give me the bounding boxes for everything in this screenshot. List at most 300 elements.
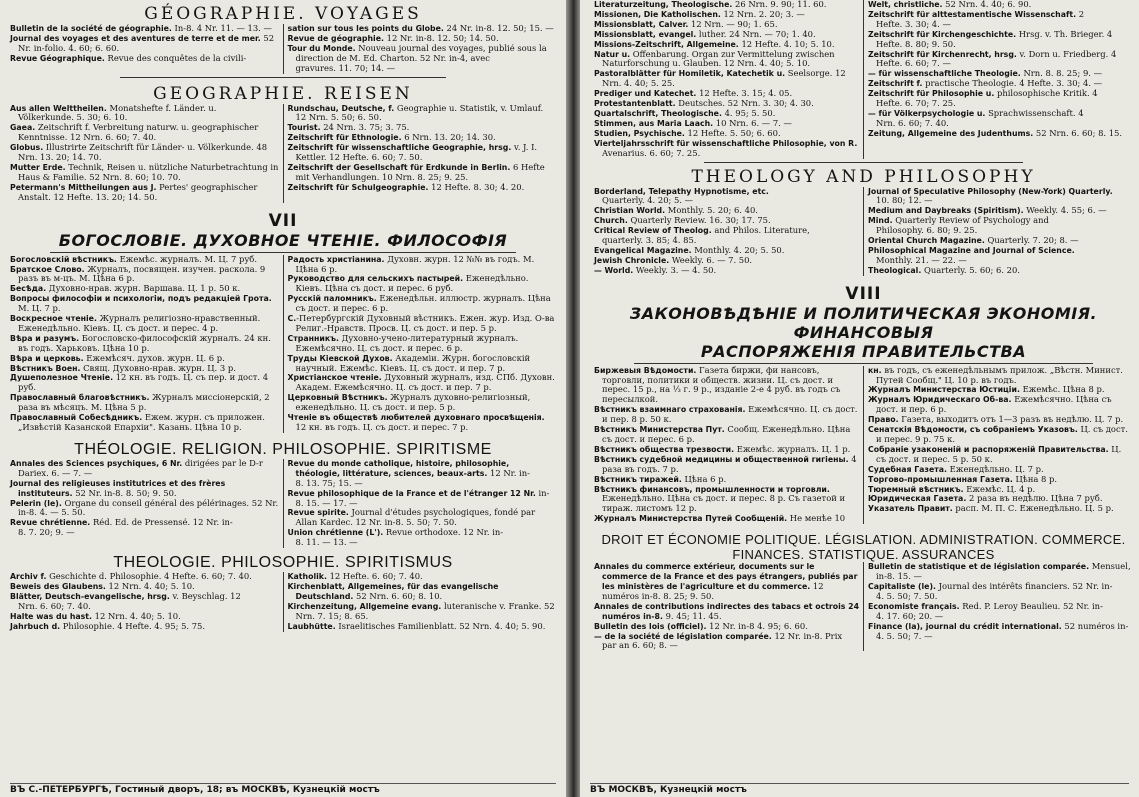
listing-title: Christian World. (594, 206, 666, 216)
listing-title: Радость христiанина. (287, 254, 385, 264)
listing-title: Братское Слово. (10, 264, 85, 274)
listing-price: 3. 75; 3. 75. (355, 122, 410, 133)
listing-entry: Биржевыя Вѣдомости. Газета биржи, фи нансовъ, торговли, политики и обществ. жизни. Ц. съ дост. и перес. 15 р., на ⅓ г. 9 р., изданiе 2-е 4 руб. въ годъ съ пересылкой. (594, 364, 841, 405)
listing-title: Stimmen, aus Maria Laach. (594, 118, 714, 128)
viii-col1 (594, 366, 859, 525)
geo-voyages-columns (10, 24, 556, 74)
listing-entry: Oriental Church Magazine. Quarterly. 7. 20; 8. — (868, 235, 1079, 246)
listing-title: Aus allen Welttheilen. (10, 103, 107, 113)
listing-entry: Studien, Psychische. 12 Hefte. 5. 50; 6. 60. (594, 127, 781, 138)
theology-en-col2 (863, 187, 1133, 276)
listing-entry: Руководство для сельскихъ пастырей. Еженедѣльно. Кiевъ. Цѣна съ дост. и перес. 6 руб. (287, 273, 529, 294)
geo-voyages-col2 (283, 24, 557, 74)
listing-price: 17. 60; 20. — (884, 610, 944, 621)
listing-price: 12. 50; 15. — (494, 23, 554, 33)
listing-entry: Halte was du hast. 12 Nrn. 4. 40; 5. 10. (10, 610, 181, 621)
listing-title: Zeitschrift für Philosophie u. (868, 89, 995, 99)
listing-entry: Журналъ Министерства Юстицiи. Ежемѣс. Цѣна 8 р. (868, 384, 1105, 395)
listing-title: Missionsblatt, Calver. (594, 19, 689, 29)
listing-entry: Vierteljahrsschrift für wissenschaftliche Philosophie, von R. Avenarius. 6. 60; 7. 25. (594, 138, 858, 158)
viii-col2 (863, 366, 1133, 525)
listing-price: 6. 60; 7. 50. (368, 152, 423, 163)
listing-title: Указатель Правит. (868, 504, 953, 514)
listing-price: 5. 30; 6. 10. (73, 112, 128, 123)
listing-entry: С.-Петербургскiй Духовный вѣстникъ. Ежен. жур. Изд. О-ва Религ.-Нравств. Просв. Ц. съ дост. и пер. 5 р. (287, 313, 555, 333)
listing-title: Revue philosophique de la France et de l'étranger 12 Nr. (287, 488, 536, 498)
listing-entry: Annales des Sciences psychiques, 6 Nr. dirigées par le D-r Dariex. 6. — 7. — (10, 457, 263, 478)
listing-entry: Вѣстникъ финансовъ, промышленности и торговли. Еженедѣльно. Цѣна съ дост. и перес. 8 р. Съ газетой и тираж. листомъ 12 р. (594, 484, 846, 514)
listing-price: 4. 40; 6. 90. (977, 0, 1032, 9)
listing-title: Beweis des Glaubens. (10, 581, 106, 591)
geo-reisen-col2 (283, 104, 557, 203)
droit-col1 (594, 562, 859, 651)
listing-entry: Tour du Monde. Nouveau journal des voyages, publié sous la direction de M. Ed. Charton. 52 Nr. in-4, avec gravures. 11. 70; 14. — (287, 42, 547, 73)
listing-entry: Journal des voyages et des aventures de terre et de mer. 52 Nr. in-folio. 4. 60; 6. 60. (10, 32, 275, 53)
listing-entry: Вѣстникъ Воен. Свящ. Духовно-нрав. журн. Ц. 3 р. (10, 362, 236, 373)
listing-price: 16. 30; 17. 75. (706, 215, 771, 226)
listing-title: Mutter Erde. (10, 162, 66, 172)
listing-entry: Evangelical Magazine. Monthly. 4. 20; 5. 50. (594, 244, 785, 255)
listing-price: 6. 60; 7. 40. (895, 117, 949, 128)
listing-title: Journal des voyages et des aventures de terre et de mer. (10, 33, 261, 43)
listing-entry: Журналъ Министерства Путей Сообщенiй. Не менѣе 10 (594, 513, 846, 524)
listing-entry: Revue de géographie. 12 Nr. in-8. 12. 50; 14. 50. (287, 32, 499, 43)
listing-entry: Воскресное чтенiе. Журналъ религiозно-нравственный. Еженедѣльно. Кiевъ. Ц. съ дост. и перес. 4 р. (10, 313, 261, 333)
listing-entry: Православный благовѣстникъ. Журналъ миссiонерскiй, 2 раза въ мѣсяцъ. М. Цѣна 5 р. (10, 392, 270, 413)
listing-entry: Beweis des Glaubens. 12 Nrn. 4. 40; 5. 10. (10, 580, 195, 591)
listing-entry: кн. въ годъ, съ еженедѣльнымъ прилож. „Вѣстн. Минист. Путей Сообщ." Ц. 10 р. въ годъ. (868, 364, 1123, 385)
listing-entry: Zeitschrift f. practische Theologie. 4 Hefte. 3. 30; 4. — (868, 78, 1103, 89)
listing-price: 95; 6. 60. (765, 620, 808, 631)
listing-entry (868, 187, 1133, 207)
listing-title: Сенатскiя Вѣдомости, съ собранiемъ Указовъ. (868, 425, 1078, 435)
listing-title: Судебная Газета. (868, 464, 947, 474)
listing-title: Zeitschrift für wissenschaftliche Geographie, hrsg. (287, 143, 512, 153)
listing-entry: — für Völkerpsychologie u. Sprachwissenschaft. 4 Nrn. 6. 60; 7. 40. (868, 107, 1084, 128)
listing-price: 4. 40; 5. 10. (141, 580, 195, 591)
listing-title: Христiанское чтенiе. (287, 373, 382, 383)
geo-reisen-col1 (10, 104, 279, 203)
listing-price: 4. 10; 5. 10. (781, 38, 835, 49)
listing-entry: Pelerin (le). Organe du conseil général des pélérinages. 52 Nr. in-8. 4. — 5. 50. (10, 497, 279, 518)
divider (704, 162, 1023, 163)
listing-entry: Богословскiй вѣстникъ. Ежемѣс. журналъ. М. Ц. 7 руб. (10, 253, 257, 264)
page-footer-right: ВЪ МОСКВѢ, Кузнецкiй мостъ (590, 783, 1129, 795)
viii-columns (594, 366, 1133, 525)
right-top-col1 (594, 0, 859, 159)
section-heading-theologie-fr: THÉOLOGIE. RELIGION. PHILOSOPHIE. SPIRITISME (74, 440, 492, 458)
listing-title: Bulletin de statistique et de législation comparée. (868, 562, 1090, 572)
section-title-vii: БОГОСЛОВIЕ. ДУХОВНОЕ ЧТЕНIЕ. ФИЛОСОФIЯ (58, 230, 508, 250)
listing-title: Borderland, Telepathy Hypnotisme, etc. (594, 186, 769, 196)
listing-entry: Юридическая Газета. 2 раза въ недѣлю. Цѣна 7 руб. (868, 493, 1103, 504)
listing-entry: Missionsblatt, Calver. 12 Nrn. — 90; 1. 65. (594, 18, 778, 29)
listing-title: Journal des religieuses institutrices et des frères instituteurs. (10, 478, 226, 498)
listing-title: Вѣстникъ Министерства Пут. (594, 425, 725, 435)
page-footer-left: ВЪ С.-ПЕТЕРБУРГѢ, Гостиный дворъ, 18; въ МОСКВѢ, Кузнецкiй мостъ (10, 783, 556, 795)
listing-title: Zeitschrift f. (868, 79, 923, 89)
listing-title: Право. (868, 415, 899, 425)
listing-title: Oriental Church Magazine. (868, 236, 985, 246)
theologie-de-col1 (10, 572, 279, 631)
listing-price: 3. 85; 4. 85. (643, 235, 697, 246)
listing-title: Торгово-промышленная Газета. (868, 474, 1013, 484)
listing-price: 3. 15; 4. 05. (738, 88, 793, 99)
listing-entry: Aus allen Welttheilen. Monatshefte f. Länder. u. Völkerkunde. 5. 30; 6. 10. (10, 102, 217, 123)
listing-entry: Jahrbuch d. Philosophie. 4 Hefte. 4. 95; 5. 75. (10, 620, 206, 631)
listing-price: 5. 50; 6. 50. (328, 112, 382, 123)
listing-title: Revue Géographique. (10, 53, 105, 63)
right-page (580, 0, 1139, 797)
listing-price: 13. 20; 14. 30. (431, 132, 496, 143)
listing-title: Finance (la), journal du crédit international. (868, 621, 1062, 631)
listing-entry: Бесѣда. Духовно-нрав. журн. Варшава. Ц. 1 р. 50 к. (10, 283, 241, 294)
listing-price: 4. 20; 5. — (644, 195, 694, 206)
listing-price: 4. 95; 5. 75. (151, 620, 206, 631)
listing-price: 6. 60; 7. 40. (102, 132, 157, 143)
listing-price: 6. 80; 9. 25. (923, 225, 978, 236)
listing-price: 8. 50; 9. 50. (123, 487, 177, 498)
listing-title: Zeitschrift für Schulgeographie. (287, 182, 429, 192)
listing-title: Tour du Monde. (287, 43, 356, 53)
listing-entry: Bulletin des lois (officiel). 12 Nr. in-8 4. 95; 6. 60. (594, 620, 808, 631)
section-heading-geo-voyages: GÉOGRAPHIE. VOYAGES (144, 4, 422, 24)
listing-entry: Zeitschrift für Kirchengeschichte. Hrsg. v. Th. Brieger. 4 Hefte. 8. 80; 9. 50. (868, 28, 1113, 49)
listing-title: Вѣстникъ Воен. (10, 363, 81, 373)
listing-title: Вѣстникъ финансовъ, промышленности и торговли. (594, 484, 830, 494)
listing-entry: Union chrétienne (L'). Revue orthodoxe. 12 Nr. in-8. 11. — 13. — (287, 527, 504, 548)
listing-price: 4. 20; 5. 50. (731, 244, 785, 255)
listing-title: Журналъ Министерства Путей Сообщенiй. (594, 514, 788, 524)
listing-price: 3. 30; 4. — (902, 18, 951, 29)
listing-price: 2. 20; 3. — (756, 8, 805, 19)
listing-price: 5. 50; 7. 50. (884, 590, 938, 601)
listing-title: Православный Собесѣдникъ. (10, 413, 143, 423)
listing-entry: Revue du monde catholique, histoire, philosophie, théologie, littérature, sciences, beaux-arts. 12 Nr. in-8. 13. 75; 15. — (287, 458, 530, 488)
listing-title: Вѣстникъ взаимнаго страхованiя. (594, 405, 746, 415)
listing-entry: Laubhütte. Israelitisches Familienblatt. 52 Nrn. 4. 40; 5. 90. (287, 620, 546, 631)
listing-price: 5. 60; 6. 20. (966, 264, 1020, 275)
listing-entry: Zeitschrift für Kirchenrecht, hrsg. v. Dorn u. Friedberg. 4 Hefte. 6. 60; 7. — (868, 48, 1117, 69)
listing-title: Вѣстникъ общества трезвости. (594, 444, 735, 454)
listing-title: Mind. (868, 216, 893, 226)
listing-price: 13. 20; 14. 50. (93, 191, 158, 202)
listing-title: Evangelical Magazine. (594, 245, 692, 255)
listing-entry: Тюремный вѣстникъ. Ежемѣс. Ц. 4 р. (868, 483, 1036, 494)
geo-reisen-columns (10, 104, 556, 203)
listing-title: sation sur tous les points du Globe. (287, 24, 444, 33)
listing-price: 8. 30; 4. 20. (470, 181, 525, 192)
listing-title: Annales de contributions indirectes des tabacs et octrois 24 numéros in-8. (594, 601, 860, 621)
listing-entry: Critical Review of Theolog. and Philos. Literature, quarterly. 3. 85; 4. 85. (594, 225, 810, 246)
listing-price: 4. — 5. 50. (36, 507, 86, 518)
listing-title: Halte was du hast. (10, 611, 92, 621)
theologie-de-col2 (283, 572, 557, 631)
listing-entry: Вѣстникъ Министерства Пут. Сообщ. Еженедѣльно. Цѣна съ дост. и перес. 6 р. (594, 424, 851, 444)
listing-title: Missionsblatt, evangel. (594, 29, 697, 39)
listing-entry: Theological. Quarterly. 5. 60; 6. 20. (868, 264, 1020, 275)
vii-col2 (283, 255, 557, 433)
listing-entry: Радость христiанина. Духовн. журн. 12 №№ въ годъ. М. Цѣна 6 р. (287, 253, 535, 274)
geo-voyages-col1 (10, 24, 279, 74)
listing-title: Bulletin des lois (officiel). (594, 621, 707, 631)
vii-col1 (10, 255, 279, 433)
listing-title: Вѣра и разумъ. (10, 333, 80, 343)
theology-en-col1 (594, 187, 859, 276)
listing-entry: Capitaliste (le). Journal des intérêts financiers. 52 Nr. in-4. 5. 50; 7. 50. (868, 580, 1113, 601)
divider (634, 363, 1093, 364)
listing-price: 4. 40; 5. 10. (756, 58, 811, 69)
listing-entry: Petermann's Mittheilungen aus J. Pertes' geographischer Anstalt. 12 Hefte. 13. 20; 14. 50. (10, 181, 258, 202)
listing-price: 6. — 7. — (48, 467, 93, 478)
listing-title: Gaea. (10, 123, 36, 133)
listing-price: 21. — 22. — (912, 254, 967, 265)
listing-title: Missions-Zeitschrift, Allgemeine. (594, 39, 739, 49)
listing-title: Annales des Sciences psychiques, 6 Nr. (10, 458, 183, 468)
listing-title: Annales du commerce extérieur, documents sur le commerce de la France et des pays étrangers, publiés par les ministères de l'agriculture et du commerce. (594, 562, 858, 591)
right-top-columns (594, 0, 1133, 159)
listing-price: 4. 55; 6. — (1058, 205, 1107, 216)
listing-title: Pastoralblätter für Homiletik, Katechetik u. (594, 69, 786, 79)
listing-entry: Zeitschrift für Ethnologie. 6 Nrn. 13. 20; 14. 30. (287, 132, 496, 143)
listing-entry: Rundschau, Deutsche, f. Geographie u. Statistik, v. Umlauf. 12 Nrn. 5. 50; 6. 50. (287, 102, 544, 123)
listing-title: Jewish Chronicle. (594, 255, 670, 265)
listing-title: Medium and Daybreaks (Spiritism). (868, 206, 1024, 216)
listing-title: кн. (868, 365, 882, 375)
listing-price: 6. — 7. — (748, 117, 792, 128)
listing-entry: Jewish Chronicle. Weekly. 6. — 7. 50. (594, 254, 753, 265)
listing-price: 4. 95; 5. 50. (721, 107, 776, 118)
listing-entry: Торгово-промышленная Газета. Цѣна 8 р. (868, 473, 1058, 484)
listing-entry: Philosophical Magazine and Journal of Science. Monthly. 21. — 22. — (868, 245, 1075, 265)
section-numeral-vii: VII (268, 210, 298, 231)
divider (50, 252, 516, 253)
listing-price: 10. 80; 12. — (876, 195, 933, 206)
listing-price: 7. 15; 8. 65. (314, 610, 369, 621)
listing-title: Journal of Speculative Philosophy (New-York) Quarterly. (868, 186, 1113, 196)
listing-entry: — World. Weekly. 3. — 4. 50. (594, 264, 717, 275)
listing-entry: Странникъ. Духовно-учено-литературный журналъ. Ежемѣсячно. Ц. съ дост. и перес. 6 р. (287, 332, 519, 353)
listing-title: Юридическая Газета. (868, 494, 967, 504)
listing-title: С. (287, 314, 297, 324)
listing-price: 5. 50; 7. — (884, 630, 933, 641)
listing-price: 8. 80; 9. 50. (902, 38, 956, 49)
listing-title: Welt, christliche. (868, 0, 943, 9)
listing-price: 3. 30; 4. 30. (760, 98, 814, 109)
listing-entry: Zeitschrift für wissenschaftliche Geographie, hrsg. v. J. I. Kettler. 12 Hefte. 6. 60; 7. 50. (287, 142, 538, 163)
listing-price: 6. 60; 7. 40. (37, 600, 91, 611)
listing-entry: — de la société de législation comparée. 12 Nr. in-8. Prix par an 6. 60; 8. — (594, 630, 843, 651)
listing-title: Revue spirite. (287, 508, 349, 518)
listing-entry: Missions-Zeitschrift, Allgemeine. 12 Hefte. 4. 10; 5. 10. (594, 38, 835, 49)
section-heading-theologie-de: THEOLOGIE. PHILOSOPHIE. SPIRITISMUS (113, 554, 453, 572)
droit-col2 (863, 562, 1133, 651)
listing-entry: Revue chrétienne. Réd. Ed. de Pressensé. 12 Nr. in-8. 7. 20; 9. — (10, 517, 233, 538)
listing-title: Vierteljahrsschrift für wissenschaftliche Philosophie, von R. (594, 138, 858, 148)
listing-entry: Zeitung, Allgemeine des Judenthums. 52 Nrn. 6. 60; 8. 15. (868, 127, 1123, 138)
listing-entry: Annales du commerce extérieur, documents sur le commerce de la France et des pays étrangers, publiés par les ministères de l'agriculture et du commerce. 12 numéros in-8. 8. 25; 9. 50. (594, 562, 858, 601)
listing-entry: Missionsblatt, evangel. luther. 24 Nrn. — 70; 1. 40. (594, 28, 816, 39)
listing-title: Archiv f. (10, 572, 47, 582)
listing-title: Zeitschrift für Ethnologie. (287, 133, 402, 143)
listing-entry: Вѣра и церковь. Ежемѣсяч. духов. журн. Ц. 6 р. (10, 352, 225, 363)
listing-entry: Вопросы философiи и психологiи, подъ редакцiей Грота. М. Ц. 7 р. (10, 294, 272, 314)
listing-price: 6. 70; 7. 25. (902, 98, 956, 109)
listing-entry: Вѣстникъ тиражей. Цѣна 6 р. (594, 473, 727, 484)
listing-entry: Вѣстникъ взаимнаго страхованiя. Ежемѣсячно. Ц. съ дост. и пер. 8 р. 50 к. (594, 404, 858, 425)
listing-title: — für Völkerpsychologie u. (868, 108, 986, 118)
listing-entry: Revue Géographique. Revue des conquêtes de la civili- (10, 52, 247, 63)
listing-entry: Revue philosophique de la France et de l'étranger 12 Nr. in-8. 15. — 17. — (287, 487, 550, 508)
listing-entry: Blätter, Deutsch-evangelische, hrsg. v. Beyschlag. 12 Nrn. 6. 60; 7. 40. (10, 590, 241, 611)
listing-title: Душеполезное Чтенiе. (10, 373, 114, 383)
listing-title: Jahrbuch d. (10, 621, 61, 631)
listing-entry: Pastoralblätter für Homiletik, Katechetik u. Seelsorge. 12 Nrn. 4. 40; 5. 25. (594, 68, 846, 89)
listing-title: Literaturzeitung, Theologische. (594, 0, 733, 9)
listing-title: Журналъ Министерства Юстицiи. (868, 385, 1020, 395)
listing-price: 13. 20; 14. 70. (37, 152, 102, 163)
vii-columns (10, 255, 556, 433)
theologie-fr-col1 (10, 459, 279, 548)
listing-entry: Katholik. 12 Hefte. 6. 60; 7. 40. (287, 571, 423, 582)
listing-title: Труды Кiевской Духов. (287, 353, 393, 363)
listing-entry: Borderland, Telepathy Hypnotisme, etc. Quarterly. 4. 20; 5. — (594, 186, 769, 206)
listing-title: Kirchenzeitung, Allgemeine evang. (287, 601, 442, 611)
listing-title: Вопросы философiи и психологiи, подъ редакцiей Грота. (10, 294, 272, 304)
listing-entry: Finance (la), journal du crédit international. 52 numéros in-4. 5. 50; 7. — (868, 620, 1129, 641)
listing-title: Zeitschrift für Kirchenrecht, hrsg. (868, 49, 1017, 59)
listing-price: 8. 25; 9. 25. (414, 171, 469, 182)
listing-entry (594, 602, 859, 622)
listing-entry: Zeitschrift für alttestamentische Wissenschaft. 2 Hefte. 3. 30; 4. — (868, 8, 1085, 29)
listing-entry: Указатель Правит. расп. М. П. С. Еженедѣльно. Ц. 5 р. (868, 503, 1114, 514)
listing-price: — 70; 1. 40. (761, 28, 816, 39)
listing-entry: Душеполезное Чтенiе. 12 кн. въ годъ. Ц. съ пер. и дост. 4 руб. (10, 372, 269, 393)
listing-entry: sation sur tous les points du Globe. 24 Nr. in-8. 12. 50; 15. — (287, 23, 554, 33)
listing-price: 4. 60; 6. 60. (65, 42, 120, 53)
listing-price: 12. 50; 14. 50. (434, 32, 499, 43)
section-heading-geo-reisen: GEOGRAPHIE. REISEN (153, 83, 413, 104)
listing-price: 6. — 7. 50. (703, 254, 753, 265)
listing-entry: Globus. Illustrirte Zeitschrift für Länder- u. Völkerkunde. 48 Nrn. 13. 20; 14. 70. (10, 142, 268, 163)
listing-title: Protestantenblatt. (594, 99, 676, 109)
listing-entry: Missionen, Die Katholischen. 12 Nrn. 2. 20; 3. — (594, 8, 805, 19)
listing-entry: Literaturzeitung, Theologische. 26 Nrn. 9. 90; 11. 60. (594, 0, 827, 9)
listing-entry: Право. Газета, выходитъ отъ 1—3 разъ въ недѣлю. Ц. 7 р. (868, 414, 1124, 425)
listing-title: Журналъ Юридическаго Об-ва. (868, 395, 1012, 405)
listing-entry: Prediger und Katechet. 12 Hefte. 3. 15; 4. 05. (594, 88, 793, 99)
listing-price: 8. 60; 10. 70. (121, 171, 181, 182)
listing-title: — de la société de législation comparée. (594, 631, 772, 641)
listing-entry: Mind. Quarterly Review of Psychology and Philosophy. 6. 80; 9. 25. (868, 215, 1049, 236)
book-gutter (566, 0, 580, 797)
listing-title: Laubhütte. (287, 621, 336, 631)
listing-title: Critical Review of Theolog. (594, 226, 712, 236)
listing-title: Воскресное чтенiе. (10, 314, 97, 324)
listing-title: — für wissenschaftliche Theologie. (868, 69, 1021, 79)
listing-entry: Православный Собесѣдникъ. Ежем. журн. съ приложен. „Извѣстiй Казанской Епархiи". Казань. Цѣна 10 р. (10, 412, 265, 432)
listing-title: Union chrétienne (L'). (287, 528, 384, 538)
listing-price: 3. — 4. 50. (667, 264, 717, 275)
listing-entry: Труды Кiевской Духов. Академiи. Журн. богословскiй научный. Ежемѣс. Кiевъ. Ц. съ дост. и пер. 7 р. (287, 352, 531, 373)
listing-title: Русскiй паломникъ. (287, 294, 377, 304)
theologie-fr-columns (10, 459, 556, 548)
listing-price: 13. 75; 15. — (303, 477, 363, 488)
listing-title: Бесѣда. (10, 284, 47, 294)
listing-price: 8. 25; 9. 50. (660, 590, 715, 601)
listing-entry: Stimmen, aus Maria Laach. 10 Nrn. 6. — 7. — (594, 117, 792, 128)
listing-price: 9. 45; 11. 45. (662, 610, 722, 621)
section-heading-droit-line2: FINANCES. STATISTIQUE. ASSURANCES (732, 547, 995, 563)
listing-entry: Русскiй паломникъ. Еженедѣльн. иллюстр. журналъ. Цѣна съ дост. и перес. 6 р. (287, 293, 551, 314)
listing-title: Вѣстникъ тиражей. (594, 474, 682, 484)
listing-price: 11. — 13. — (303, 537, 358, 548)
listing-title: Вѣстникъ судебной медицины и общественной гигiены. (594, 454, 849, 464)
listing-price: 6. 60; 8. — (629, 640, 678, 651)
listing-price: 6. 60; 7. 25. (646, 147, 701, 158)
listing-title: Богословскiй вѣстникъ. (10, 254, 117, 264)
listing-entry: Economiste français. Red. P. Leroy Beaulieu. 52 Nr. in-4. 17. 60; 20. — (868, 600, 1103, 621)
listing-title: Economiste français. (868, 601, 960, 611)
listing-title: Blätter, Deutsch-evangelische, hrsg. (10, 591, 170, 601)
listing-title: Руководство для сельскихъ пастырей. (287, 274, 464, 284)
listing-entry: Христiанское чтенiе. Духовный журналъ, изд. СПб. Духовн. Академ. Ежемѣсячно. Ц. съ дост. и пер. 7 р. (287, 372, 555, 393)
listing-title: Katholik. (287, 572, 327, 582)
listing-title: Чтенiе въ обществѣ любителей духовнаго просвѣщенiя. (287, 413, 545, 423)
listing-title: Pelerin (le). (10, 498, 62, 508)
listing-title: Studien, Psychische. (594, 128, 685, 138)
listing-title: Quartalschrift, Theologische. (594, 108, 722, 118)
listing-title: Церковный Вѣстникъ. (287, 393, 388, 403)
listing-title: Биржевыя Вѣдомости. (594, 365, 697, 375)
left-page (0, 0, 566, 797)
listing-price: 11. 70; 14. — (335, 62, 396, 73)
listing-title: Rundschau, Deutsche, f. (287, 103, 395, 113)
listing-entry: — für wissenschaftliche Theologie. Nrn. 8. 8. 25; 9. — (868, 68, 1102, 79)
listing-title: Тюремный вѣстникъ. (868, 484, 964, 494)
listing-price: 11. — 13. — (217, 23, 272, 33)
theology-en-columns (594, 187, 1133, 276)
listing-title: Zeitung, Allgemeine des Judenthums. (868, 128, 1034, 138)
listing-entry: Gaea. Zeitschrift f. Verbreitung naturw. u. geographischer Kenntnisse. 12 Nrn. 6. 60; 7. 40. (10, 122, 259, 143)
listing-title: Tourist. (287, 123, 321, 133)
listing-title: Zeitschrift für Kirchengeschichte. (868, 29, 1017, 39)
section-heading-theology-en: THEOLOGY AND PHILOSOPHY (691, 166, 1036, 187)
listing-price: 5. 50; 7. 50. (403, 517, 457, 528)
listing-title: Zeitschrift für alttestamentische Wissenschaft. (868, 9, 1077, 19)
listing-price: — 90; 1. 65. (723, 18, 778, 29)
listing-title: Capitaliste (le). (868, 581, 936, 591)
section-title-viii-line1: ЗАКОНОВѢДѢНIЕ И ПОЛИТИЧЕСКАЯ ЭКОНОМIЯ. ФИНАНСОВЫЯ (629, 303, 1098, 342)
listing-entry: Сенатскiя Вѣдомости, съ собранiемъ Указовъ. Ц. съ дост. и перес. 9 р. 75 к. (868, 424, 1128, 444)
listing-price: 4. 40; 5. 10. (127, 610, 181, 621)
listing-entry: Kirchenzeitung, Allgemeine evang. luteranische v. Franke. 52 Nrn. 7. 15; 8. 65. (287, 600, 555, 621)
listing-price: 3. 30; 4. — (1053, 78, 1103, 89)
listing-entry: Вѣра и разумъ. Богословско-философскiй журналъ. 24 кн. въ годъ. Харьковъ. Цѣна 10 р. (10, 332, 271, 353)
listing-price: 6. 60; 7. — (902, 58, 951, 69)
listing-title: Православный благовѣстникъ. (10, 393, 150, 403)
listing-entry: Natur u. Offenbarung. Organ zur Vermittelung zwischen Naturforschung u. Glauben. 12 Nrn. 4. 40; 5. 10. (594, 48, 835, 69)
listing-entry: Medium and Daybreaks (Spiritism). Weekly. 4. 55; 6. — (868, 205, 1107, 216)
listing-entry: Журналъ Юридическаго Об-ва. Ежемѣсячно. Цѣна съ дост. и пер. 6 р. (868, 394, 1112, 415)
listing-entry: Mutter Erde. Technik, Reisen u. nützliche Naturbetrachtung in Haus & Familie. 52 Nrn. 8. 60; 10. 70. (10, 161, 279, 182)
listing-entry: Revue spirite. Journal d'études psychologiques, fondé par Allan Kardec. 12 Nr. in-8. 5. 50; 7. 50. (287, 507, 536, 528)
listing-entry: Protestantenblatt. Deutsches. 52 Nrn. 3. 30; 4. 30. (594, 98, 814, 109)
listing-title: Philosophical Magazine and Journal of Science. (868, 245, 1075, 255)
listing-entry: Journal des religieuses institutrices et des frères instituteurs. 52 Nr. in-8. 8. 50; 9. 50. (10, 478, 226, 498)
listing-title: Собранiе узаконенiй и распоряженiй Правительства. (868, 444, 1109, 454)
listing-title: Petermann's Mittheilungen aus J. (10, 182, 157, 192)
